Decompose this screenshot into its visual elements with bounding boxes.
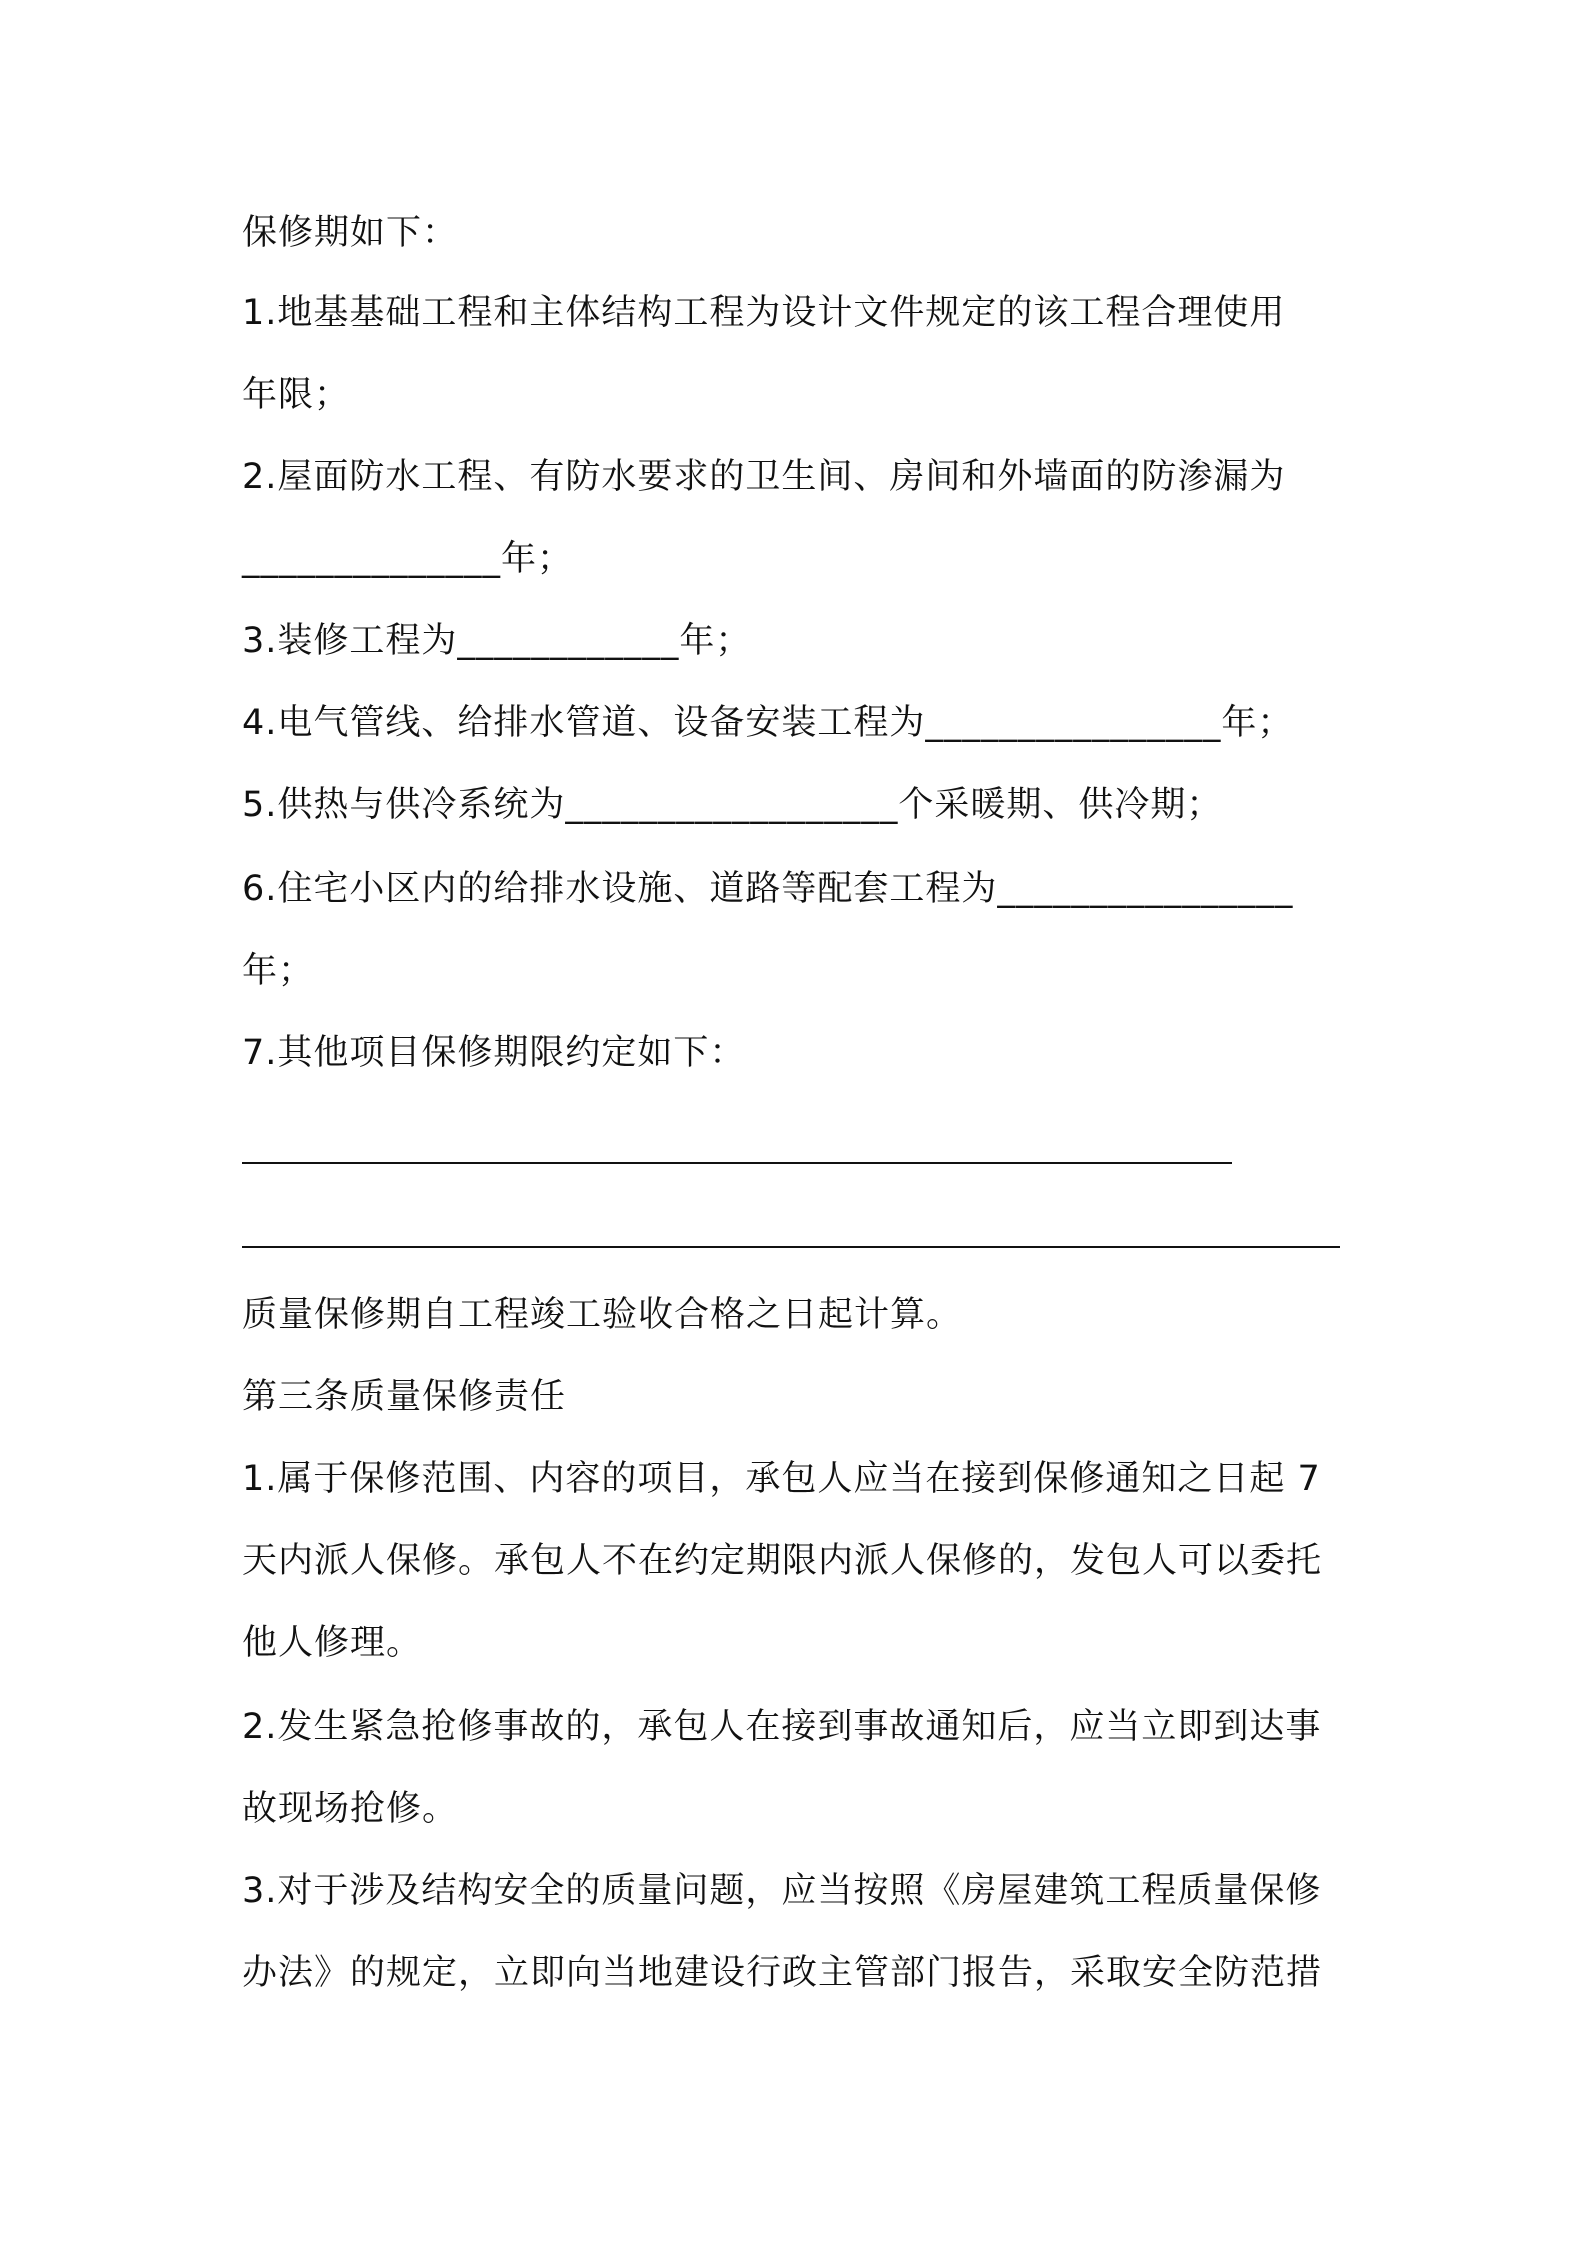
item-5-head: 5.供热与供冷系统为 [242, 785, 566, 825]
item-5-line [242, 780, 1222, 830]
item-4-tail: 年； [1221, 703, 1294, 743]
item-4-line [242, 698, 1293, 748]
article-3-title: 第三条质量保修责任 [242, 1377, 567, 1417]
item-4-head: 4.电气管线、给排水管道、设备安装工程为 [242, 703, 926, 743]
item-5-blank: __________________ [565, 785, 899, 825]
item-2-line-1: 2.屋面防水工程、有防水要求的卫生间、房间和外墙面的防渗漏为 [242, 457, 1286, 497]
resp-3-line-2: 办法》的规定，立即向当地建设行政主管部门报告，采取安全防范措 [242, 1953, 1323, 1993]
item-7-line: 7.其他项目保修期限约定如下： [242, 1033, 746, 1073]
item-1-line-2: 年限； [242, 375, 351, 415]
item-2-tail: 年； [501, 539, 574, 579]
period-note: 质量保修期自工程竣工验收合格之日起计算。 [242, 1295, 963, 1335]
resp-1-line-3: 他人修理。 [242, 1623, 423, 1663]
warranty-heading: 保修期如下： [242, 213, 459, 253]
resp-3-line-1: 3.对于涉及结构安全的质量问题，应当按照《房屋建筑工程质量保修 [242, 1871, 1322, 1911]
item-6-line-2: 年； [242, 951, 315, 991]
item-3-line [242, 616, 751, 666]
fill-in-line-1 [242, 1162, 1232, 1164]
item-2-line-2 [242, 534, 573, 584]
item-3-blank: ____________ [457, 621, 680, 661]
resp-1-line-2: 天内派人保修。承包人不在约定期限内派人保修的，发包人可以委托 [242, 1541, 1323, 1581]
resp-2-line-1: 2.发生紧急抢修事故的，承包人在接到事故通知后，应当立即到达事 [242, 1707, 1322, 1747]
item-1-line-1: 1.地基基础工程和主体结构工程为设计文件规定的该工程合理使用 [242, 293, 1286, 333]
item-5-tail: 个采暖期、供冷期； [898, 785, 1223, 825]
item-3-tail: 年； [679, 621, 752, 661]
item-2-blank: ______________ [242, 539, 501, 579]
item-6-head: 6.住宅小区内的给排水设施、道路等配套工程为 [242, 869, 998, 909]
resp-2-line-2: 故现场抢修。 [242, 1789, 459, 1829]
item-4-blank: ________________ [925, 703, 1222, 743]
item-6-blank: ________________ [997, 869, 1294, 909]
resp-1-line-1: 1.属于保修范围、内容的项目，承包人应当在接到保修通知之日起 7 [242, 1459, 1321, 1499]
item-6-line-1 [242, 864, 1293, 914]
fill-in-line-2 [242, 1246, 1340, 1248]
item-3-head: 3.装修工程为 [242, 621, 458, 661]
